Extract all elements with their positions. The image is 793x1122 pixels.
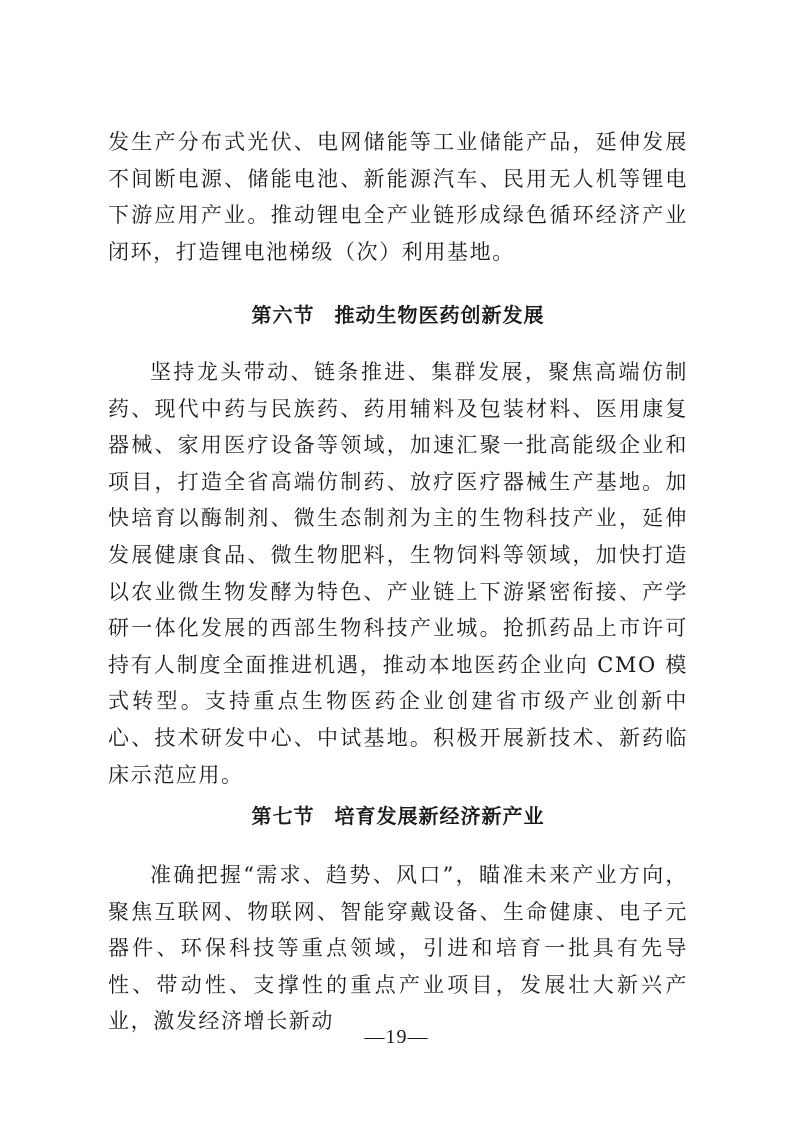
section-title-7: 培育发展新经济新产业 — [334, 804, 545, 828]
section-number-6: 第六节 — [251, 303, 315, 327]
paragraph-lithium-battery-continued: 发生产分布式光伏、电网储能等工业储能产品，延伸发展不间断电源、储能电池、新能源汽车、民用无人机等锂电下游应用产业。推动锂电全产业链形成绿色循环经济产业闭环，打造锂电池梯级（次）利用基地。 — [108, 130, 688, 264]
section-heading-7 — [108, 800, 688, 829]
section-number-7: 第七节 — [251, 804, 315, 828]
section-heading-6 — [108, 299, 688, 328]
section-title-6: 推动生物医药创新发展 — [334, 303, 545, 327]
paragraph-biomedicine: 坚持龙头带动、链条推进、集群发展，聚焦高端仿制药、现代中药与民族药、药用辅料及包装材料、医用康复器械、家用医疗设备等领域，加速汇聚一批高能级企业和项目，打造全省高端仿制药、放疗医疗器械生产基地。加快培育以酶制剂、微生态制剂为主的生物科技产业，延伸发展健康食品、微生物肥料，生物饲料等领域，加快打造以农业微生物发酵为特色、产业链上下游紧密衔接、产学研一体化发展的西部生物科技产业城。抢抓药品上市许可持有人制度全面推进机遇，推动本地医药企业向 CMO 模式转型。支持重点生物医药企业创建省市级产业创新中心、技术研发中心、中试基地。积极开展新技术、新药临床示范应用。 — [108, 360, 688, 787]
paragraph-new-economy: 准确把握“需求、趋势、风口”，瞄准未来产业方向，聚焦互联网、物联网、智能穿戴设备、生命健康、电子元器件、环保科技等重点领域，引进和培育一批具有先导性、带动性、支撑性的重点产业项目，发展壮大新兴产业，激发经济增长新动 — [108, 863, 688, 1034]
page-number: —19— — [364, 1026, 429, 1048]
